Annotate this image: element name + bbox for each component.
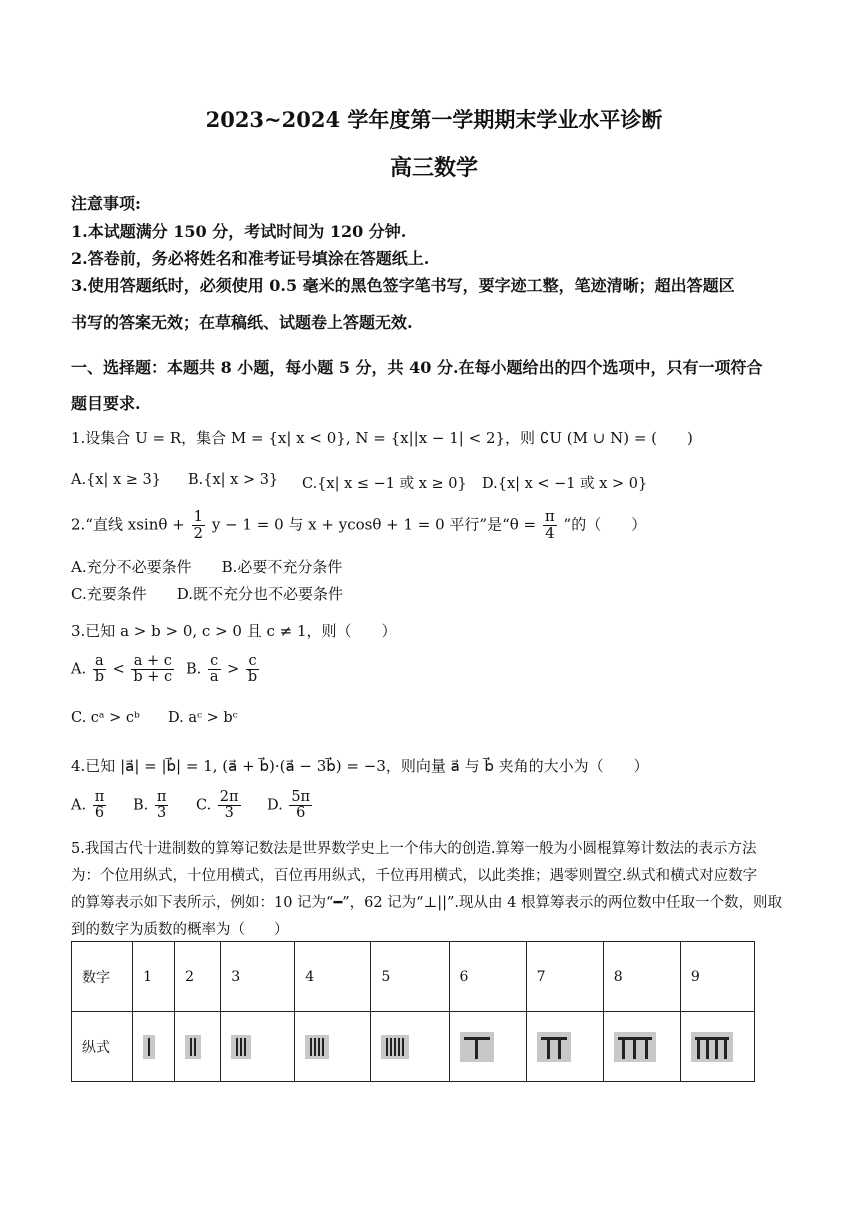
rod-4-symbol: [305, 1035, 329, 1059]
question-5-line-3: 的算筹表示如下表所示，例如：10 记为“━”，62 记为“⊥||”.现从由 4 根算筹表示的两位数中任取一个数，则取: [71, 895, 782, 911]
table-row-vertical: [72, 1012, 755, 1082]
counting-rods-table: [71, 941, 755, 1082]
rod-7-symbol: [537, 1032, 571, 1062]
rod-8-symbol: [614, 1032, 656, 1062]
q3-b-right-frac: [246, 654, 259, 685]
question-4-option-d: [267, 790, 314, 821]
q3-b-left-num: c: [208, 654, 221, 670]
q2-stem-part-c: ”的（ ）: [563, 515, 647, 534]
rod-2-symbol: [185, 1035, 201, 1059]
rod-cell-7: [526, 1012, 603, 1082]
exam-title: 2023~2024 学年度第一学期期末学业水平诊断: [205, 107, 663, 132]
question-5-line-4: 到的数字为质数的概率为（ ）: [71, 922, 289, 938]
note-item-2: 2.答卷前，务必将姓名和准考证号填涂在答题纸上.: [71, 249, 430, 268]
q4-c-label: C.: [196, 797, 212, 814]
question-1-option-d: D.{x| x < −1 或 x > 0}: [482, 476, 648, 492]
digit-cell-7: 7: [526, 942, 603, 1012]
question-1-option-b: B.{x| x > 3}: [188, 472, 279, 488]
q3-a-op: <: [112, 661, 125, 678]
note-item-3: 3.使用答题纸时，必须使用 0.5 毫米的黑色签字笔书写，要字迹工整，笔迹清晰；超出答题区: [71, 276, 735, 295]
q3-a-left-num: a: [93, 654, 106, 670]
rod-cell-1: [133, 1012, 175, 1082]
q3-b-right-den: b: [247, 669, 258, 686]
q3-b-label: B.: [186, 661, 202, 678]
note-item-1: 1.本试题满分 150 分，考试时间为 120 分钟.: [71, 222, 407, 241]
q3-a-left-den: b: [94, 669, 104, 686]
digit-cell-1: 1: [133, 942, 175, 1012]
rod-6-symbol: [460, 1032, 494, 1062]
q4-d-num: 5π: [291, 789, 311, 805]
notes-heading: 注意事项:: [71, 194, 141, 213]
q3-a-label: A.: [71, 661, 87, 678]
question-4-option-b: [133, 790, 170, 821]
question-5-line-2: 为：个位用纵式，十位用横式，百位再用纵式，千位再用横式，以此类推；遇零则置空.纵式和横式对应数字: [71, 868, 758, 884]
rod-9-symbol: [691, 1032, 733, 1062]
q4-d-label: D.: [267, 797, 283, 814]
rod-5-symbol: [381, 1035, 409, 1059]
question-3-option-a: [71, 654, 176, 685]
q4-a-label: A.: [71, 797, 87, 814]
rod-cell-9: [680, 1012, 754, 1082]
digit-cell-6: 6: [449, 942, 526, 1012]
question-5-line-1: 5.我国古代十进制数的算筹记数法是世界数学史上一个伟大的创造.算筹一般为小圆棍算筹计数法的表示方法: [71, 841, 757, 857]
question-2-options-ab: A.充分不必要条件 B.必要不充分条件: [71, 558, 343, 576]
question-1-option-a: A.{x| x ≥ 3}: [71, 472, 161, 488]
q4-d-den: 6: [296, 805, 306, 822]
q3-a-right-num: a + c: [131, 654, 174, 670]
rod-1-symbol: [143, 1035, 155, 1059]
q3-b-op: >: [227, 661, 240, 678]
q3-b-left-den: a: [209, 669, 219, 686]
rod-cell-4: [295, 1012, 371, 1082]
table-row-digits: [72, 942, 755, 1012]
q2-frac-num: 1: [193, 507, 204, 525]
q3-b-right-num: c: [246, 654, 259, 670]
q4-c-frac: [218, 790, 241, 821]
q2-stem-part-b: y − 1 = 0 与 x + ycosθ + 1 = 0 平行”是“θ =: [211, 515, 537, 534]
question-3-stem: 3.已知 a > b > 0, c > 0 且 c ≠ 1，则（ ）: [71, 622, 397, 640]
digit-cell-2: 2: [175, 942, 221, 1012]
q4-b-frac: [155, 790, 169, 821]
q4-d-frac: [289, 790, 312, 821]
question-1-option-c: C.{x| x ≤ −1 或 x ≥ 0}: [302, 476, 467, 492]
header-digit: 数字: [72, 942, 133, 1012]
question-4-option-a: [71, 790, 108, 821]
question-1-stem: 1.设集合 U = R，集合 M = {x| x < 0}, N = {x||x − 1| < 2}，则 ∁U (M ∪ N) = ( ): [71, 429, 693, 447]
q2-fraction-half: [192, 509, 206, 542]
question-4-stem: 4.已知 |a⃗| = |b⃗| = 1, (a⃗ + b⃗)·(a⃗ − 3b⃗) = −3，则向量 a⃗ 与 b⃗ 夹角的大小为（ ）: [71, 757, 649, 775]
q3-a-left-frac: [93, 654, 106, 685]
q4-c-den: 3: [224, 805, 234, 822]
q2-pi-num: π: [544, 507, 555, 525]
note-item-4: 书写的答案无效；在草稿纸、试题卷上答题无效.: [71, 313, 413, 332]
q2-stem-part-a: 2.“直线 xsinθ +: [71, 515, 185, 534]
q4-c-num: 2π: [219, 789, 239, 805]
digit-cell-5: 5: [371, 942, 449, 1012]
q3-a-right-den: b + c: [133, 669, 173, 686]
digit-cell-3: 3: [221, 942, 295, 1012]
question-4-option-c: [196, 790, 243, 821]
q4-b-num: π: [156, 789, 167, 805]
q4-a-num: π: [94, 789, 105, 805]
question-2-options-cd: C.充要条件 D.既不充分也不必要条件: [71, 585, 343, 603]
question-2-stem: [71, 509, 646, 542]
exam-subtitle: 高三数学: [389, 155, 478, 181]
question-3-option-c: C. cᵃ > cᵇ: [71, 710, 140, 726]
rod-3-symbol: [231, 1035, 251, 1059]
section-heading-cont: 题目要求.: [71, 394, 141, 413]
rod-cell-3: [221, 1012, 295, 1082]
rod-cell-8: [603, 1012, 680, 1082]
digit-cell-8: 8: [603, 942, 680, 1012]
section-heading: 一、选择题：本题共 8 小题，每小题 5 分，共 40 分.在每小题给出的四个选项中，只有一项符合: [71, 358, 763, 377]
q2-frac-den: 2: [193, 523, 204, 542]
q2-fraction-pi: [543, 509, 557, 542]
q2-pi-den: 4: [545, 523, 555, 542]
rod-cell-5: [371, 1012, 449, 1082]
q4-b-label: B.: [133, 797, 149, 814]
q3-a-right-frac: [131, 654, 174, 685]
q4-b-den: 3: [157, 805, 167, 822]
question-3-option-b: [186, 654, 261, 685]
question-3-option-d: D. aᶜ > bᶜ: [168, 710, 238, 726]
digit-cell-4: 4: [295, 942, 371, 1012]
header-vertical-form: 纵式: [72, 1012, 133, 1082]
q4-a-den: 6: [94, 805, 105, 822]
digit-cell-9: 9: [680, 942, 754, 1012]
rod-cell-6: [449, 1012, 526, 1082]
rod-cell-2: [175, 1012, 221, 1082]
q3-b-left-frac: [208, 654, 221, 685]
q4-a-frac: [93, 790, 107, 821]
